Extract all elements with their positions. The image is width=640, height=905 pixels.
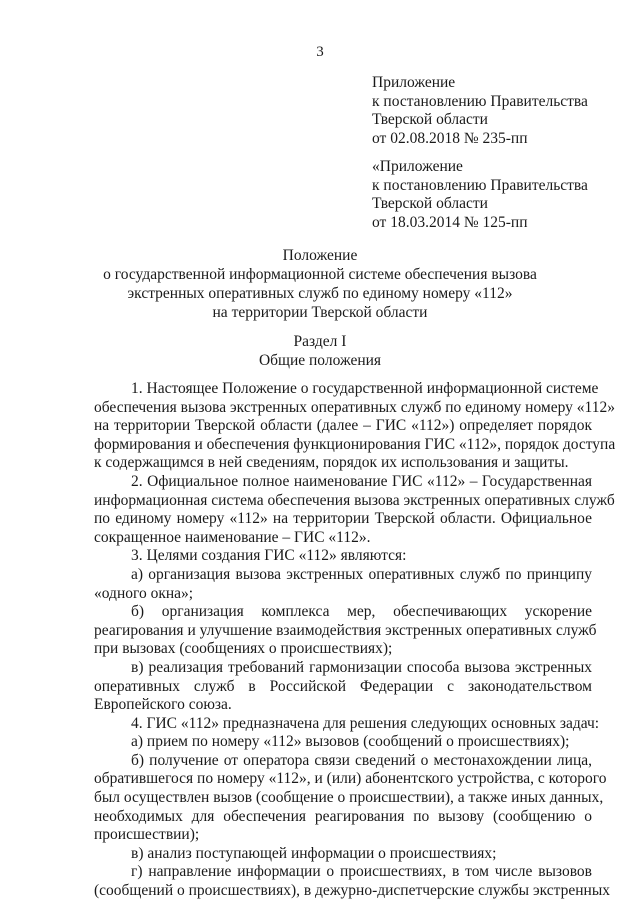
- body-line: необходимых для обеспечения реагирования по вызову (сообщению о: [94, 807, 592, 825]
- body-line: обратившегося по номеру «112», и (или) абонентского устройства, с которого: [94, 770, 607, 788]
- body-line: б) организация комплекса мер, обеспечивающих ускорение: [131, 603, 592, 621]
- appendix-block-current: [372, 74, 632, 148]
- body-line: к содержащимся в ней сведениям, порядок их использования и защиты.: [94, 454, 569, 472]
- body-line: 4. ГИС «112» предназначена для решения следующих основных задач:: [131, 714, 600, 732]
- document-title: [0, 246, 640, 322]
- body-line: при вызовах (сообщениях о происшествиях);: [94, 640, 393, 658]
- body-line: реагирования и улучшение взаимодействия экстренных оперативных служб: [94, 621, 597, 639]
- body-line: был осуществлен вызов (сообщение о происшествии), а также иных данных,: [94, 789, 604, 807]
- body-line: 2. Официальное полное наименование ГИС «112» – Государственная: [131, 472, 592, 490]
- title-line: Положение: [282, 247, 358, 264]
- body-line: оперативных служб в Российской Федерации с законодательством: [94, 677, 592, 695]
- section-number: Раздел I: [293, 333, 347, 350]
- appendix-line: к постановлению Правительства: [372, 176, 588, 194]
- body-line: 1. Настоящее Положение о государственной информационной системе: [131, 380, 599, 397]
- document-body: [94, 380, 616, 901]
- appendix-line: к постановлению Правительства: [372, 92, 588, 110]
- appendix-block-original: [372, 158, 632, 232]
- section-heading: [0, 332, 640, 370]
- page-number: 3: [316, 44, 324, 60]
- body-line: Европейского союза.: [94, 696, 232, 714]
- body-line: формирования и обеспечения функционирования ГИС «112», порядок доступа: [94, 435, 616, 453]
- body-line: (сообщений о происшествиях), в дежурно-диспетчерские службы экстренных: [94, 882, 610, 900]
- title-line: экстренных оперативных служб по единому номеру «112»: [127, 285, 513, 302]
- body-line: информационная система обеспечения вызова экстренных оперативных служб: [94, 491, 615, 509]
- body-line: сокращенное наименование – ГИС «112».: [94, 528, 371, 546]
- title-line: о государственной информационной системе обеспечения вызова: [103, 266, 537, 283]
- title-line: на территории Тверской области: [212, 304, 428, 321]
- appendix-line: «Приложение: [372, 158, 463, 175]
- body-line: а) прием по номеру «112» вызовов (сообщений о происшествиях);: [131, 733, 570, 751]
- section-title: Общие положения: [258, 352, 382, 369]
- body-line: на территории Тверской области (далее – ГИС «112») определяет порядок: [94, 417, 592, 435]
- body-line: происшествии);: [94, 826, 200, 844]
- body-line: в) анализ поступающей информации о происшествиях;: [131, 844, 497, 862]
- appendix-line: Тверской области: [372, 111, 488, 128]
- appendix-line: Тверской области: [372, 195, 488, 212]
- body-line: по единому номеру «112» на территории Тверской области. Официальное: [94, 510, 592, 528]
- appendix-line: Приложение: [372, 74, 456, 91]
- body-line: в) реализация требований гармонизации способа вызова экстренных: [131, 658, 592, 676]
- body-line: г) направление информации о происшествиях, в том числе вызовов: [131, 863, 592, 881]
- body-line: «одного окна»;: [94, 584, 194, 602]
- appendix-line: от 02.08.2018 № 235-пп: [372, 129, 528, 147]
- body-line: обеспечения вызова экстренных оперативных служб по единому номеру «112»: [94, 398, 615, 416]
- appendix-line: от 18.03.2014 № 125-пп: [372, 213, 528, 231]
- body-line: 3. Целями создания ГИС «112» являются:: [131, 547, 407, 565]
- body-line: а) организация вызова экстренных оперативных служб по принципу: [131, 565, 592, 583]
- body-line: б) получение от оператора связи сведений о местонахождении лица,: [131, 751, 592, 769]
